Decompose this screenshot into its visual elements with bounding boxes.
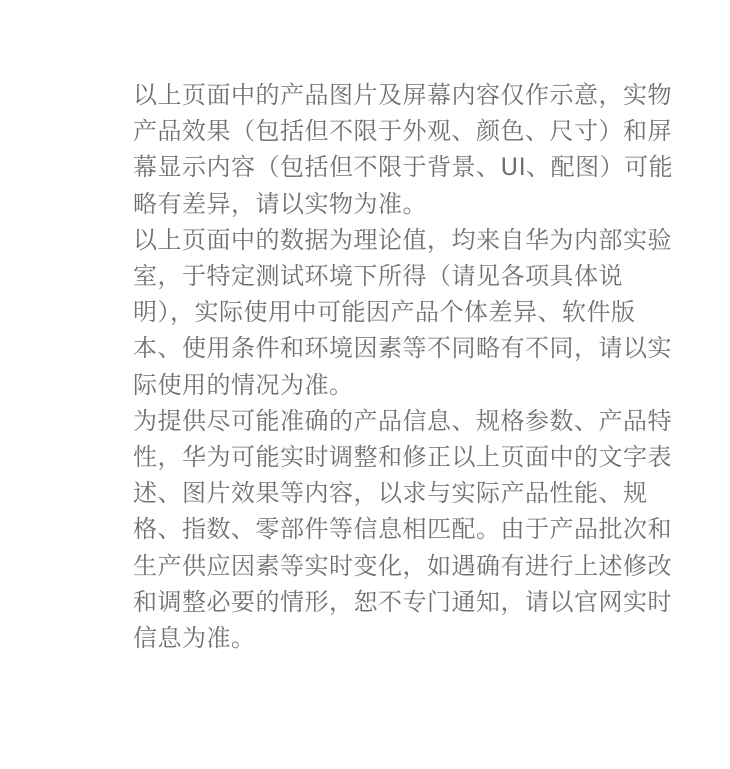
disclaimer-line: 格、指数、零部件等信息相匹配。由于产品批次和	[133, 515, 672, 544]
disclaimer-paragraph-theoretical-data	[133, 222, 672, 403]
disclaimer-line: 明），实际使用中可能因产品个体差异、软件版	[133, 298, 636, 327]
disclaimer-paragraph-real-time-adjustment	[133, 403, 672, 656]
disclaimer-paragraph-product-images	[133, 77, 674, 222]
disclaimer-line: 以上页面中的数据为理论值，均来自华为内部实验	[133, 225, 672, 254]
disclaimer-line: 述、图片效果等内容，以求与实际产品性能、规	[133, 479, 648, 508]
disclaimer-line: 以上页面中的产品图片及屏幕内容仅作示意，实物	[133, 81, 672, 109]
disclaimer-line: 和调整必要的情形，恕不专门通知，请以官网实时	[133, 587, 672, 616]
disclaimer-line: 本、使用条件和环境因素等不同略有不同，请以实	[133, 334, 672, 363]
disclaimer-line: 室，于特定测试环境下所得（请见各项具体说	[133, 262, 623, 291]
disclaimer-line: 际使用的情况为准。	[133, 370, 354, 399]
disclaimer-line: 产品效果（包括但不限于外观、颜色、尺寸）和屏	[133, 117, 672, 146]
disclaimer-line: 性，华为可能实时调整和修正以上页面中的文字表	[133, 443, 672, 472]
disclaimer-line: 为提供尽可能准确的产品信息、规格参数、产品特	[133, 406, 672, 435]
disclaimer-line: 生产供应因素等实时变化，如遇确有进行上述修改	[133, 551, 672, 580]
disclaimer-line: 略有差异，请以实物为准。	[133, 189, 427, 218]
disclaimer-line: 幕显示内容（包括但不限于背景、UI、配图）可能	[133, 153, 674, 182]
disclaimer-line: 信息为准。	[133, 624, 256, 653]
disclaimer-text-block	[133, 77, 674, 656]
